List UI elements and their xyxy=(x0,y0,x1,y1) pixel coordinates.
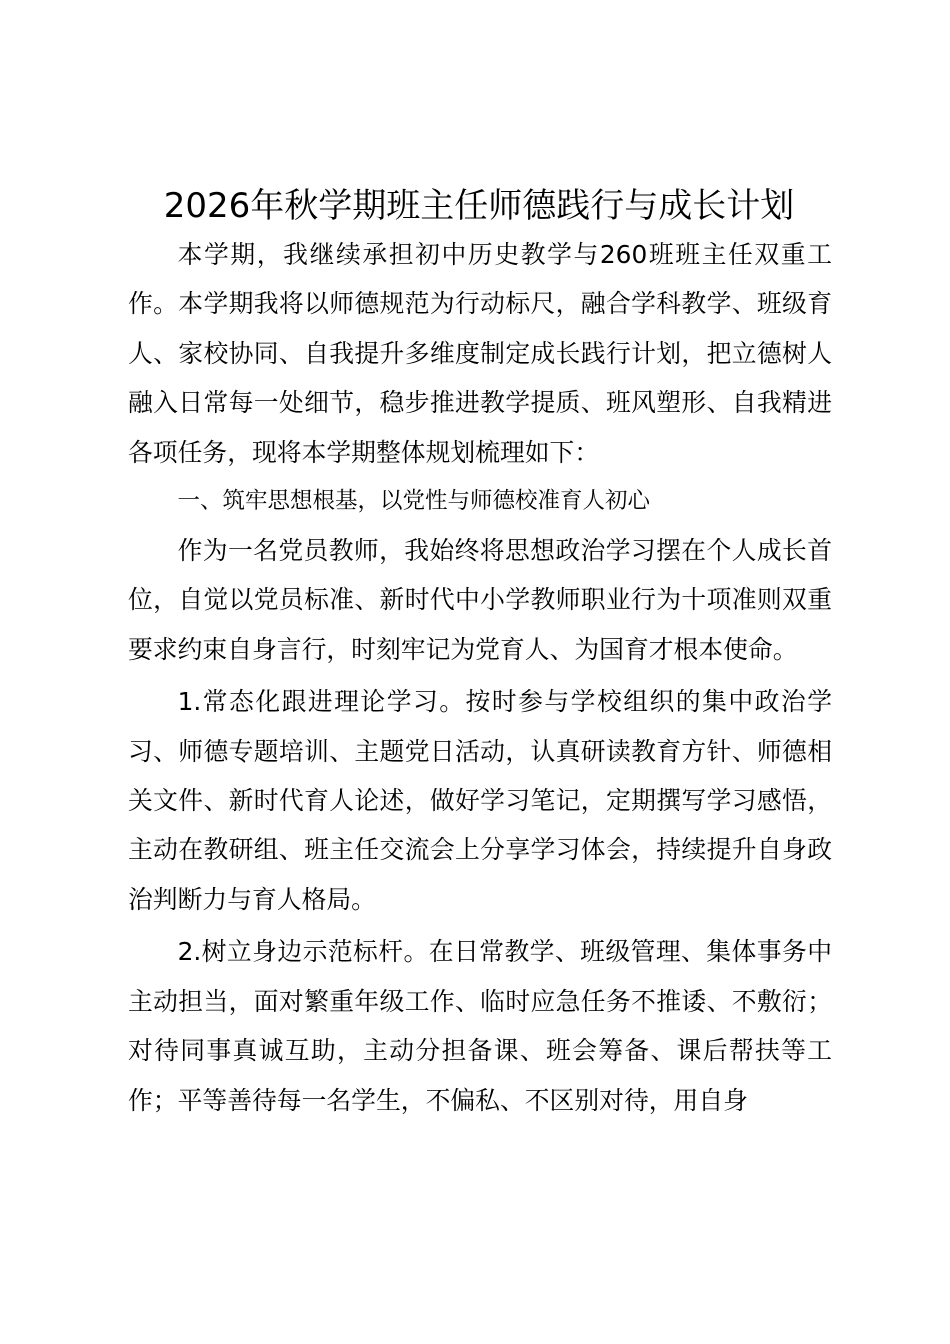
intro-paragraph: 本学期，我继续承担初中历史教学与260班班主任双重工作。本学期我将以师德规范为行动标尺，融合学科教学、班级育人、家校协同、自我提升多维度制定成长践行计划，把立德树人融入日常每一处细节，稳步推进教学提质、班风塑形、自我精进各项任务，现将本学期整体规划梳理如下： xyxy=(128,240,832,467)
document-body xyxy=(128,182,832,1125)
section-1-item-2: 2.树立身边示范标杆。在日常教学、班级管理、集体事务中主动担当，面对繁重年级工作、临时应急任务不推诿、不敷衍；对待同事真诚互助，主动分担备课、班会筹备、课后帮扶等工作；平等善待每一名学生，不偏私、不区别对待，用自身 xyxy=(128,937,832,1115)
section-heading-1: 一、筑牢思想根基，以党性与师德校准育人初心 xyxy=(177,488,651,515)
document-title: 2026年秋学期班主任师德践行与成长计划 xyxy=(163,186,795,226)
section-1-intro-paragraph: 作为一名党员教师，我始终将思想政治学习摆在个人成长首位，自觉以党员标准、新时代中小学教师职业行为十项准则双重要求约束自身言行，时刻牢记为党育人、为国育才根本使命。 xyxy=(128,536,832,664)
section-1-item-1: 1.常态化跟进理论学习。按时参与学校组织的集中政治学习、师德专题培训、主题党日活动，认真研读教育方针、师德相关文件、新时代育人论述，做好学习笔记，定期撰写学习感悟，主动在教研组、班主任交流会上分享学习体会，持续提升自身政治判断力与育人格局。 xyxy=(128,687,832,914)
